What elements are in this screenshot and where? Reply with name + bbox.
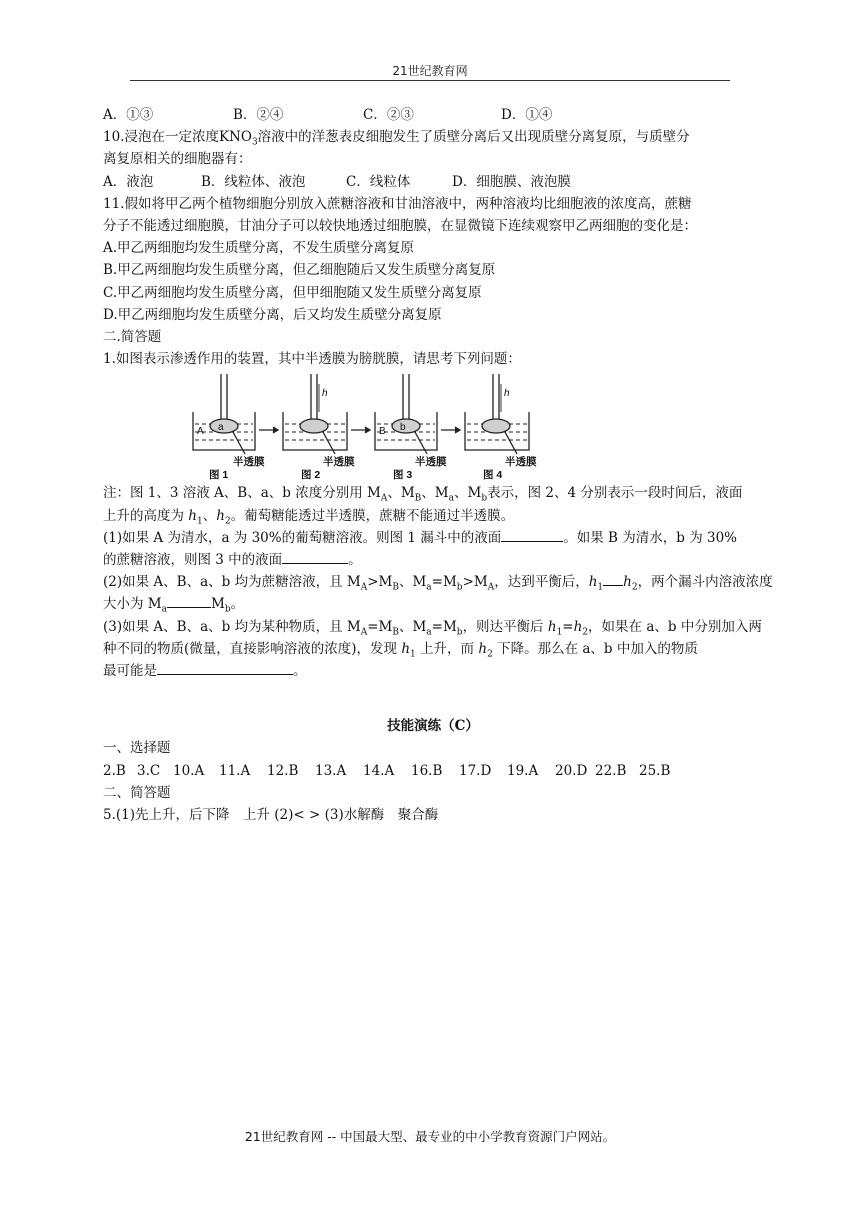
part-3-line-2: 种不同的物质(微量，直接影响溶液的浓度)，发现 $h_1$ 上升，而 $h_2$ 下降。那么在 a、b 中加入的物质 <box>103 640 698 660</box>
answer-item: 3.C <box>137 762 161 779</box>
answer-choices <box>103 760 763 782</box>
part-3-text: 。 <box>293 663 307 680</box>
note-text: 上升的高度为 <box>103 507 189 524</box>
page-header: 21世纪教育网 <box>392 64 468 78</box>
part-3-text: ，如果在 a、b 中分别加入两 <box>588 618 762 635</box>
q10-option: D．细胞膜、液泡膜 <box>452 173 571 190</box>
q10-stem-2: 离复原相关的细胞器有： <box>103 151 252 168</box>
answer-item: 20.D <box>555 762 588 779</box>
membrane-label: 半透膜 <box>233 456 265 469</box>
part-2-line-2: 大小为 $M_a$ $M_b$。 <box>103 593 763 615</box>
note-sub: a <box>448 494 454 505</box>
q11-stem: 11.假如将甲乙两个植物细胞分别放入蔗糖溶液和甘油溶液中，两种溶液均比细胞液的浓度高，蔗糖 <box>103 195 692 212</box>
note-text: 。葡萄糖能透过半透膜，蔗糖不能通过半透膜。 <box>230 507 515 524</box>
q9-option: D．①④ <box>501 107 553 123</box>
answer-blank[interactable] <box>157 660 293 675</box>
answer-section-2: 二、简答题 <box>103 784 171 801</box>
q10-stem <box>103 126 763 148</box>
answer-q5: 5.(1)先上升，后下降 上升 (2)< > (3)水解酶 聚合酶 <box>103 807 439 824</box>
part-2-text: ，两个漏斗内溶液浓度 <box>637 574 773 591</box>
label-B: B <box>379 426 386 438</box>
label-h1: h <box>322 388 328 400</box>
note-line-2: 上升的高度为 $h_1$、$h_2$。葡萄糖能透过半透膜，蔗糖不能通过半透膜。 <box>103 507 515 527</box>
part-3-text: 上升，而 <box>420 640 479 657</box>
label-a: a <box>218 422 224 434</box>
note-sub: A <box>380 494 388 505</box>
q10-sub: 3 <box>251 137 258 148</box>
part-1-text: 。如果 B 为清水，b 为 30% <box>563 529 737 546</box>
answer-item: 16.B <box>411 762 443 779</box>
answer-blank[interactable] <box>501 527 563 542</box>
part-2-text: (2)如果 A、B、a、b 均为蔗糖溶液，且 M <box>103 574 361 591</box>
answer-item: 12.B <box>267 762 299 779</box>
caption-fig3: 图 3 <box>393 469 413 481</box>
osmosis-figure <box>103 372 763 482</box>
q9-option: C．②③ <box>363 107 414 123</box>
part-1-text: (1)如果 A 为清水，a 为 30%的葡萄糖溶液。则图 1 漏斗中的液面 <box>103 529 502 546</box>
part-1-text: 的蔗糖溶液，则图 3 中的液面 <box>103 552 283 569</box>
part-2-line-1: (2)如果 A、B、a、b 均为蔗糖溶液，且 $M_A>M_B$、$M_a=M_b>M_A$，达到平衡后，$h_1$ $h_2$，两个漏斗内溶液浓度 <box>103 571 763 593</box>
answer-blank[interactable] <box>167 593 211 608</box>
q10-option: B．线粒体、液泡 <box>201 173 306 190</box>
note-sub: b <box>481 494 488 505</box>
part-3-text: ，则达平衡后 <box>462 618 548 635</box>
part-3-line-1: (3)如果 A、B、a、b 均为某种物质，且 $M_A=M_B$、$M_a=M_b$，则达平衡后 $h_1=h_2$，如果在 a、b 中分别加入两 <box>103 618 762 638</box>
q11-stem-2: 分子不能透过细胞膜，甘油分子可以较快地透过细胞膜，在显微镜下连续观察甲乙两细胞的变化是： <box>103 218 697 235</box>
membrane-label: 半透膜 <box>415 456 447 469</box>
q10-options <box>103 171 763 193</box>
caption-fig2: 图 2 <box>301 469 321 481</box>
part-2-text: ，达到平衡后， <box>494 574 589 591</box>
osmosis-diagram <box>187 372 647 480</box>
answer-item: 25.B <box>639 762 671 779</box>
q11-option-b: B.甲乙两细胞均发生质壁分离，但乙细胞随后又发生质壁分离复原 <box>103 262 496 279</box>
q10-text: 溶液中的洋葱表皮细胞发生了质壁分离后又出现质壁分离复原，与质壁分 <box>257 129 690 146</box>
q11-option-c: C.甲乙两细胞均发生质壁分离，但甲细胞随又发生质壁分离复原 <box>103 284 482 301</box>
section-title: 二.简答题 <box>103 329 162 346</box>
part-1-text: 。 <box>348 552 362 569</box>
caption-fig1: 图 1 <box>209 469 229 481</box>
part-3-text: 下降。那么在 a、b 中加入的物质 <box>497 640 698 657</box>
part-1-line-2 <box>103 549 763 571</box>
q10-option: C．线粒体 <box>346 173 411 190</box>
answer-item: 19.A <box>507 762 539 779</box>
note-line-1: 注：图 1、3 溶液 A、B、a、b 浓度分别用 $M_A$、$M_B$、$M_a$、$M_b$表示，图 2、4 分别表示一段时间后，液面 <box>103 485 743 505</box>
answer-blank[interactable] <box>603 571 623 586</box>
note-sub: B <box>414 494 422 505</box>
part-3-line-3 <box>103 660 763 682</box>
part-2-text: 大小为 M <box>103 596 162 613</box>
q11-option-a: A.甲乙两细胞均发生质壁分离，不发生质壁分离复原 <box>103 240 415 257</box>
caption-fig4: 图 4 <box>483 469 503 481</box>
part-1-line-1 <box>103 527 763 549</box>
answer-section-1: 一、选择题 <box>103 740 171 757</box>
answer-item: 14.A <box>363 762 395 779</box>
header-rule <box>130 80 730 81</box>
answer-title: 技能演练（C） <box>387 718 479 735</box>
q9-option: A．①③ <box>103 107 154 123</box>
part-2-text: 。 <box>230 596 245 613</box>
q10-text: 10.浸泡在一定浓度KNO <box>103 129 252 146</box>
answer-item: 10.A <box>173 762 205 779</box>
q10-option: A．液泡 <box>103 173 154 190</box>
label-h2: h <box>504 388 510 400</box>
label-b: b <box>400 422 406 434</box>
part-3-text: 最可能是 <box>103 663 157 680</box>
answer-item: 11.A <box>219 762 251 779</box>
membrane-label: 半透膜 <box>323 456 355 469</box>
part-2-text: M <box>211 596 225 613</box>
answer-item: 17.D <box>459 762 492 779</box>
q9-options <box>103 104 763 126</box>
note-text: 注：图 1、3 溶液 A、B、a、b 浓度分别用 M <box>103 485 381 502</box>
membrane-label: 半透膜 <box>505 456 537 469</box>
answer-item: 2.B <box>103 762 126 779</box>
document-body <box>103 104 773 826</box>
answer-blank[interactable] <box>282 549 348 564</box>
note-text: 表示，图 2、4 分别表示一段时间后，液面 <box>487 485 743 502</box>
label-A: A <box>197 426 204 438</box>
answer-item: 13.A <box>315 762 347 779</box>
question-1-intro: 1.如图表示渗透作用的装置，其中半透膜为膀胱膜，请思考下列问题： <box>103 351 521 368</box>
q9-option: B．②④ <box>233 107 284 123</box>
q11-option-d: D.甲乙两细胞均发生质壁分离，后又均发生质壁分离复原 <box>103 306 442 323</box>
page-footer: 21世纪教育网 -- 中国最大型、最专业的中小学教育资源门户网站。 <box>244 1129 616 1144</box>
part-3-text: (3)如果 A、B、a、b 均为某种物质，且 M <box>103 618 361 635</box>
answer-item: 22.B <box>595 762 627 779</box>
part-3-text: 种不同的物质(微量，直接影响溶液的浓度)，发现 <box>103 640 402 657</box>
